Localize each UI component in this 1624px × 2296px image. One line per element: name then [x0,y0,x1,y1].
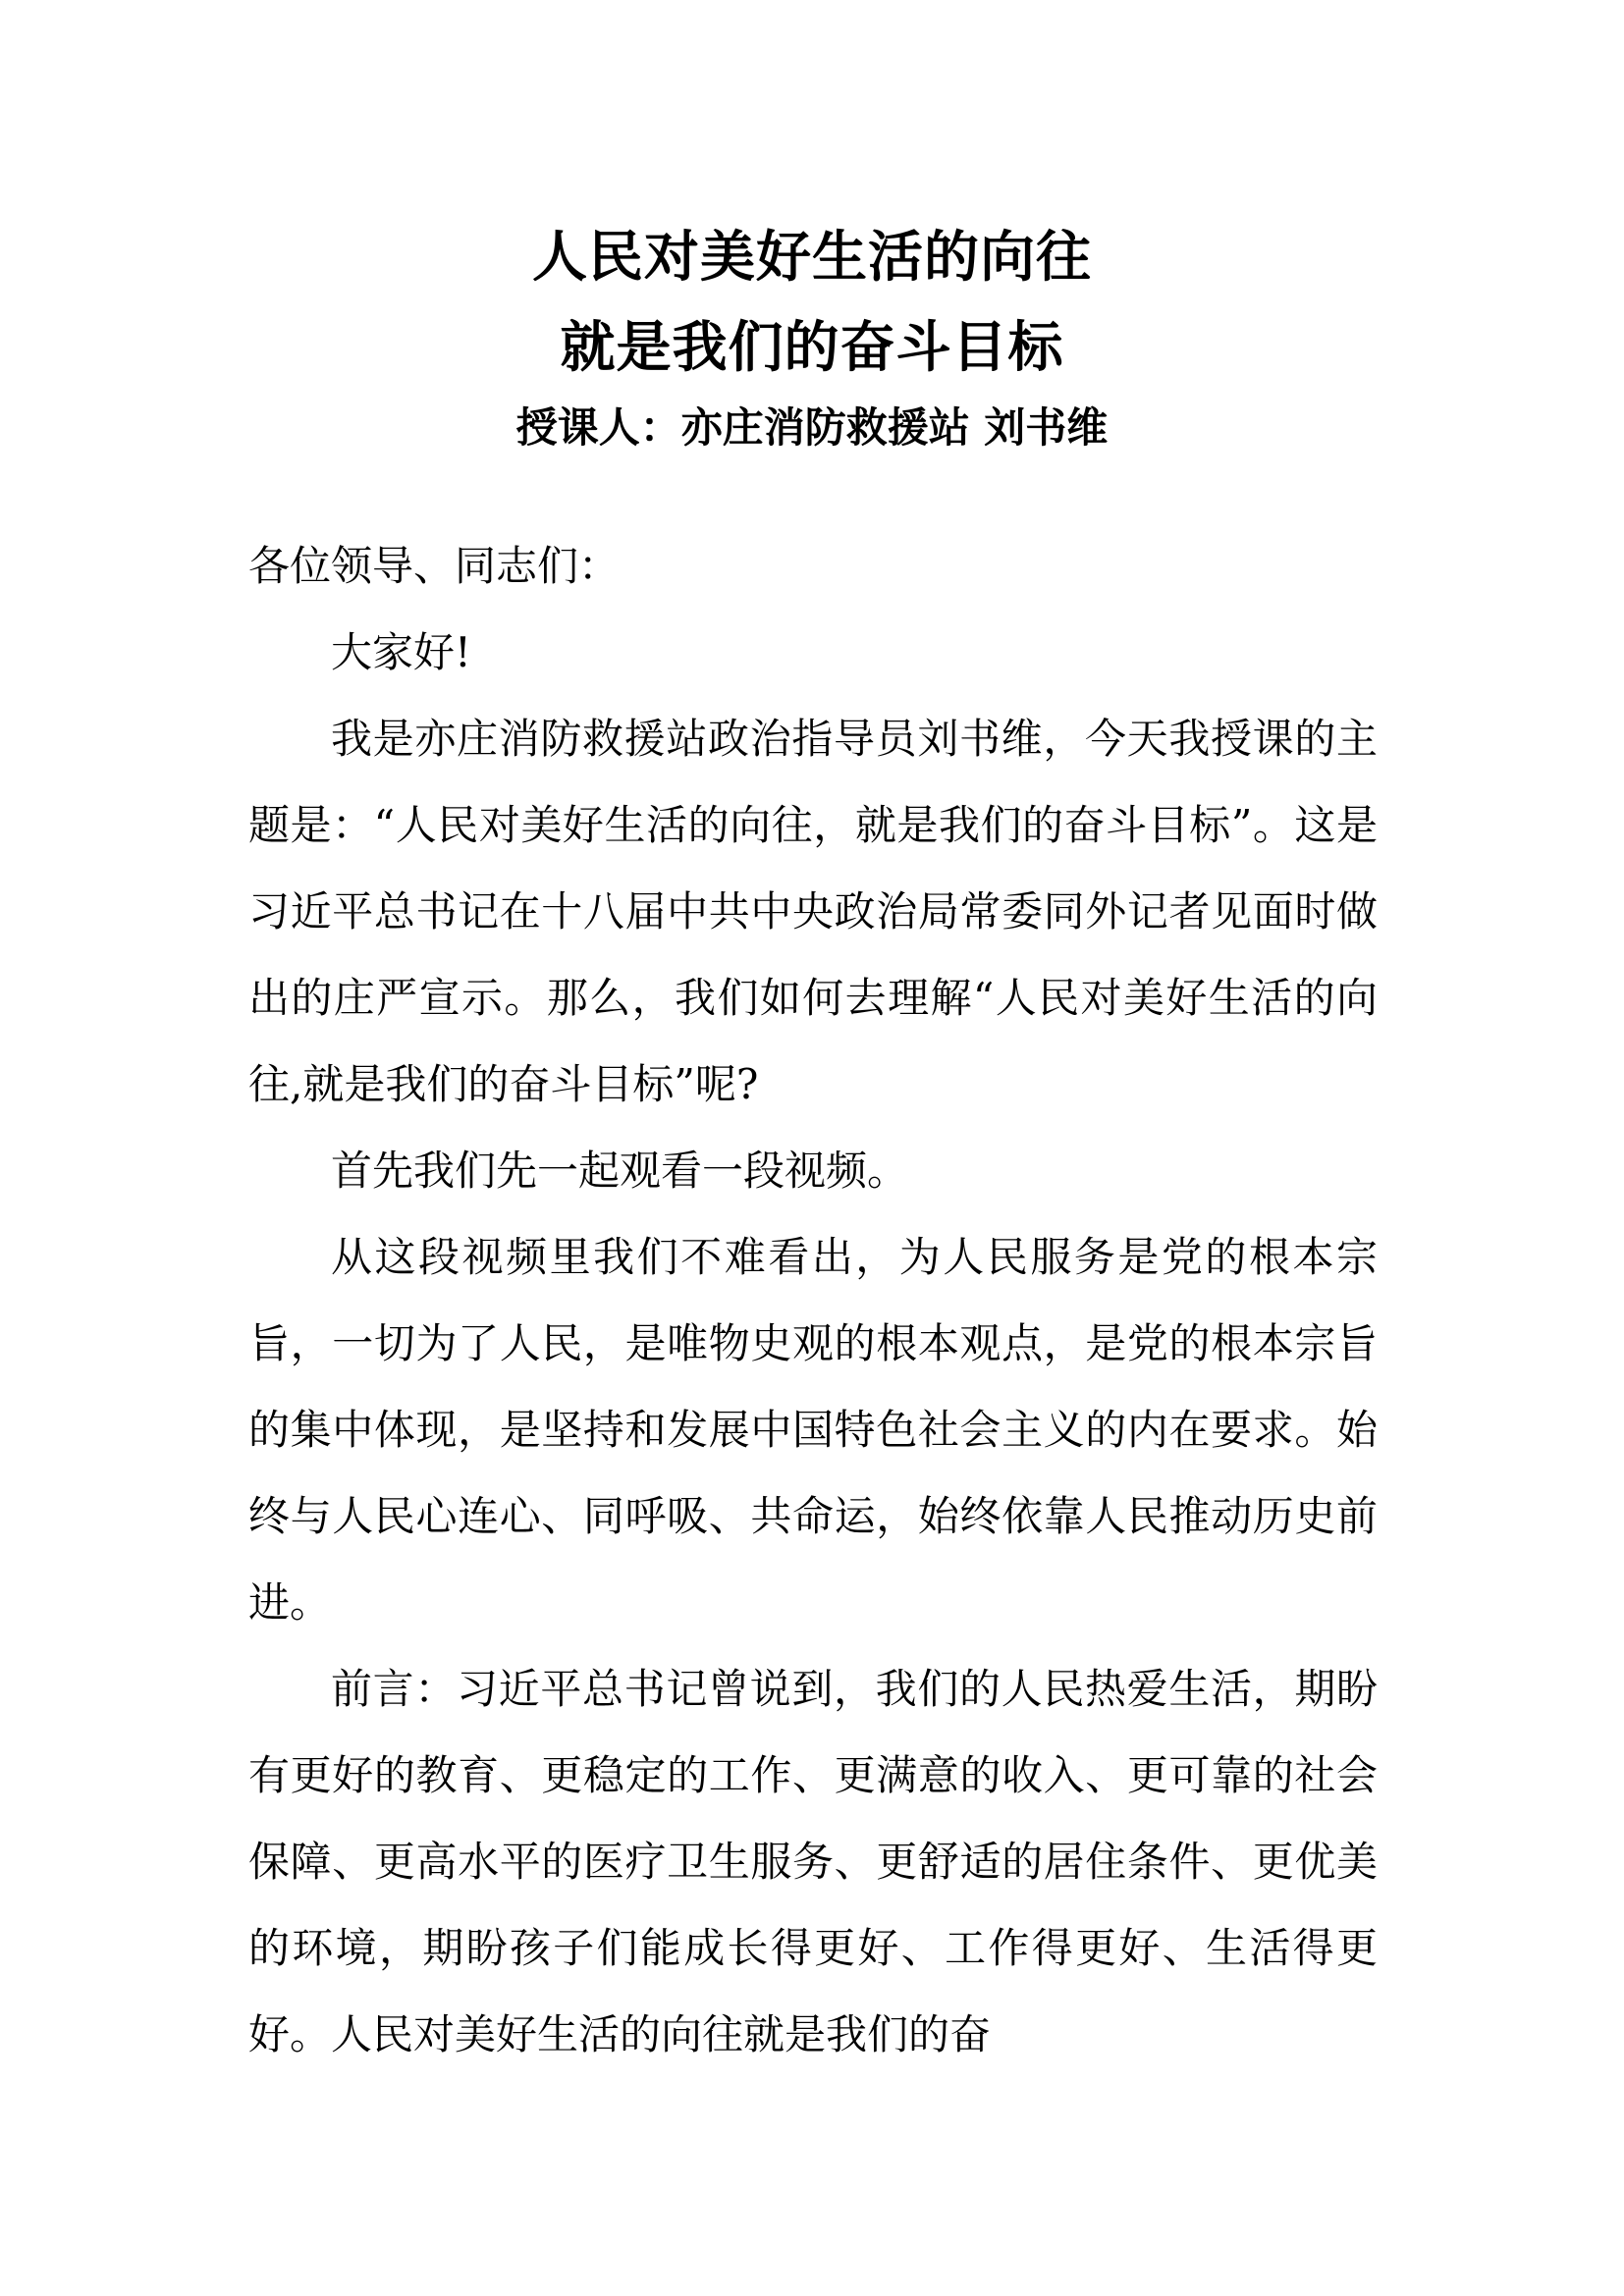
paragraph-video: 首先我们先一起观看一段视频。 [331,1147,909,1195]
salutation: 各位领导、同志们： [248,542,621,590]
paragraph-preface: 前言：习近平总书记曾说到，我们的人民热爱生活，期盼有更好的教育、更稳定的工作、更满意的收入、更可靠的社会保障、更高水平的医疗卫生服务、更舒适的居住条件、更优美的环境，期盼孩子们能成长得更好、工作得更好、生活得更好。人民对美好生活的向往就是我们的奋 [248,1665,1378,2058]
title-line-1: 人民对美好生活的向往 [532,226,1092,290]
paragraph-greeting: 大家好! [331,628,471,676]
paragraph-introduction: 我是亦庄消防救援站政治指导员刘书维，今天我授课的主题是：“人民对美好生活的向往，就是我们的奋斗目标”。这是习近平总书记在十八届中共中央政治局常委同外记者见面时做出的庄严宣示。那么，我们如何去理解“人民对美好生活的向往,就是我们的奋斗目标”呢? [248,715,1378,1108]
document-body [248,523,1378,2078]
title-line-2: 就是我们的奋斗目标 [560,316,1064,380]
lecturer-subtitle: 授课人：亦庄消防救援站 刘书维 [515,403,1109,452]
paragraph-video-analysis: 从这段视频里我们不难看出，为人民服务是党的根本宗旨，一切为了人民，是唯物史观的根本观点，是党的根本宗旨的集中体现，是坚持和发展中国特色社会主义的内在要求。始终与人民心连心、同呼吸、共命运，始终依靠人民推动历史前进。 [248,1233,1378,1627]
